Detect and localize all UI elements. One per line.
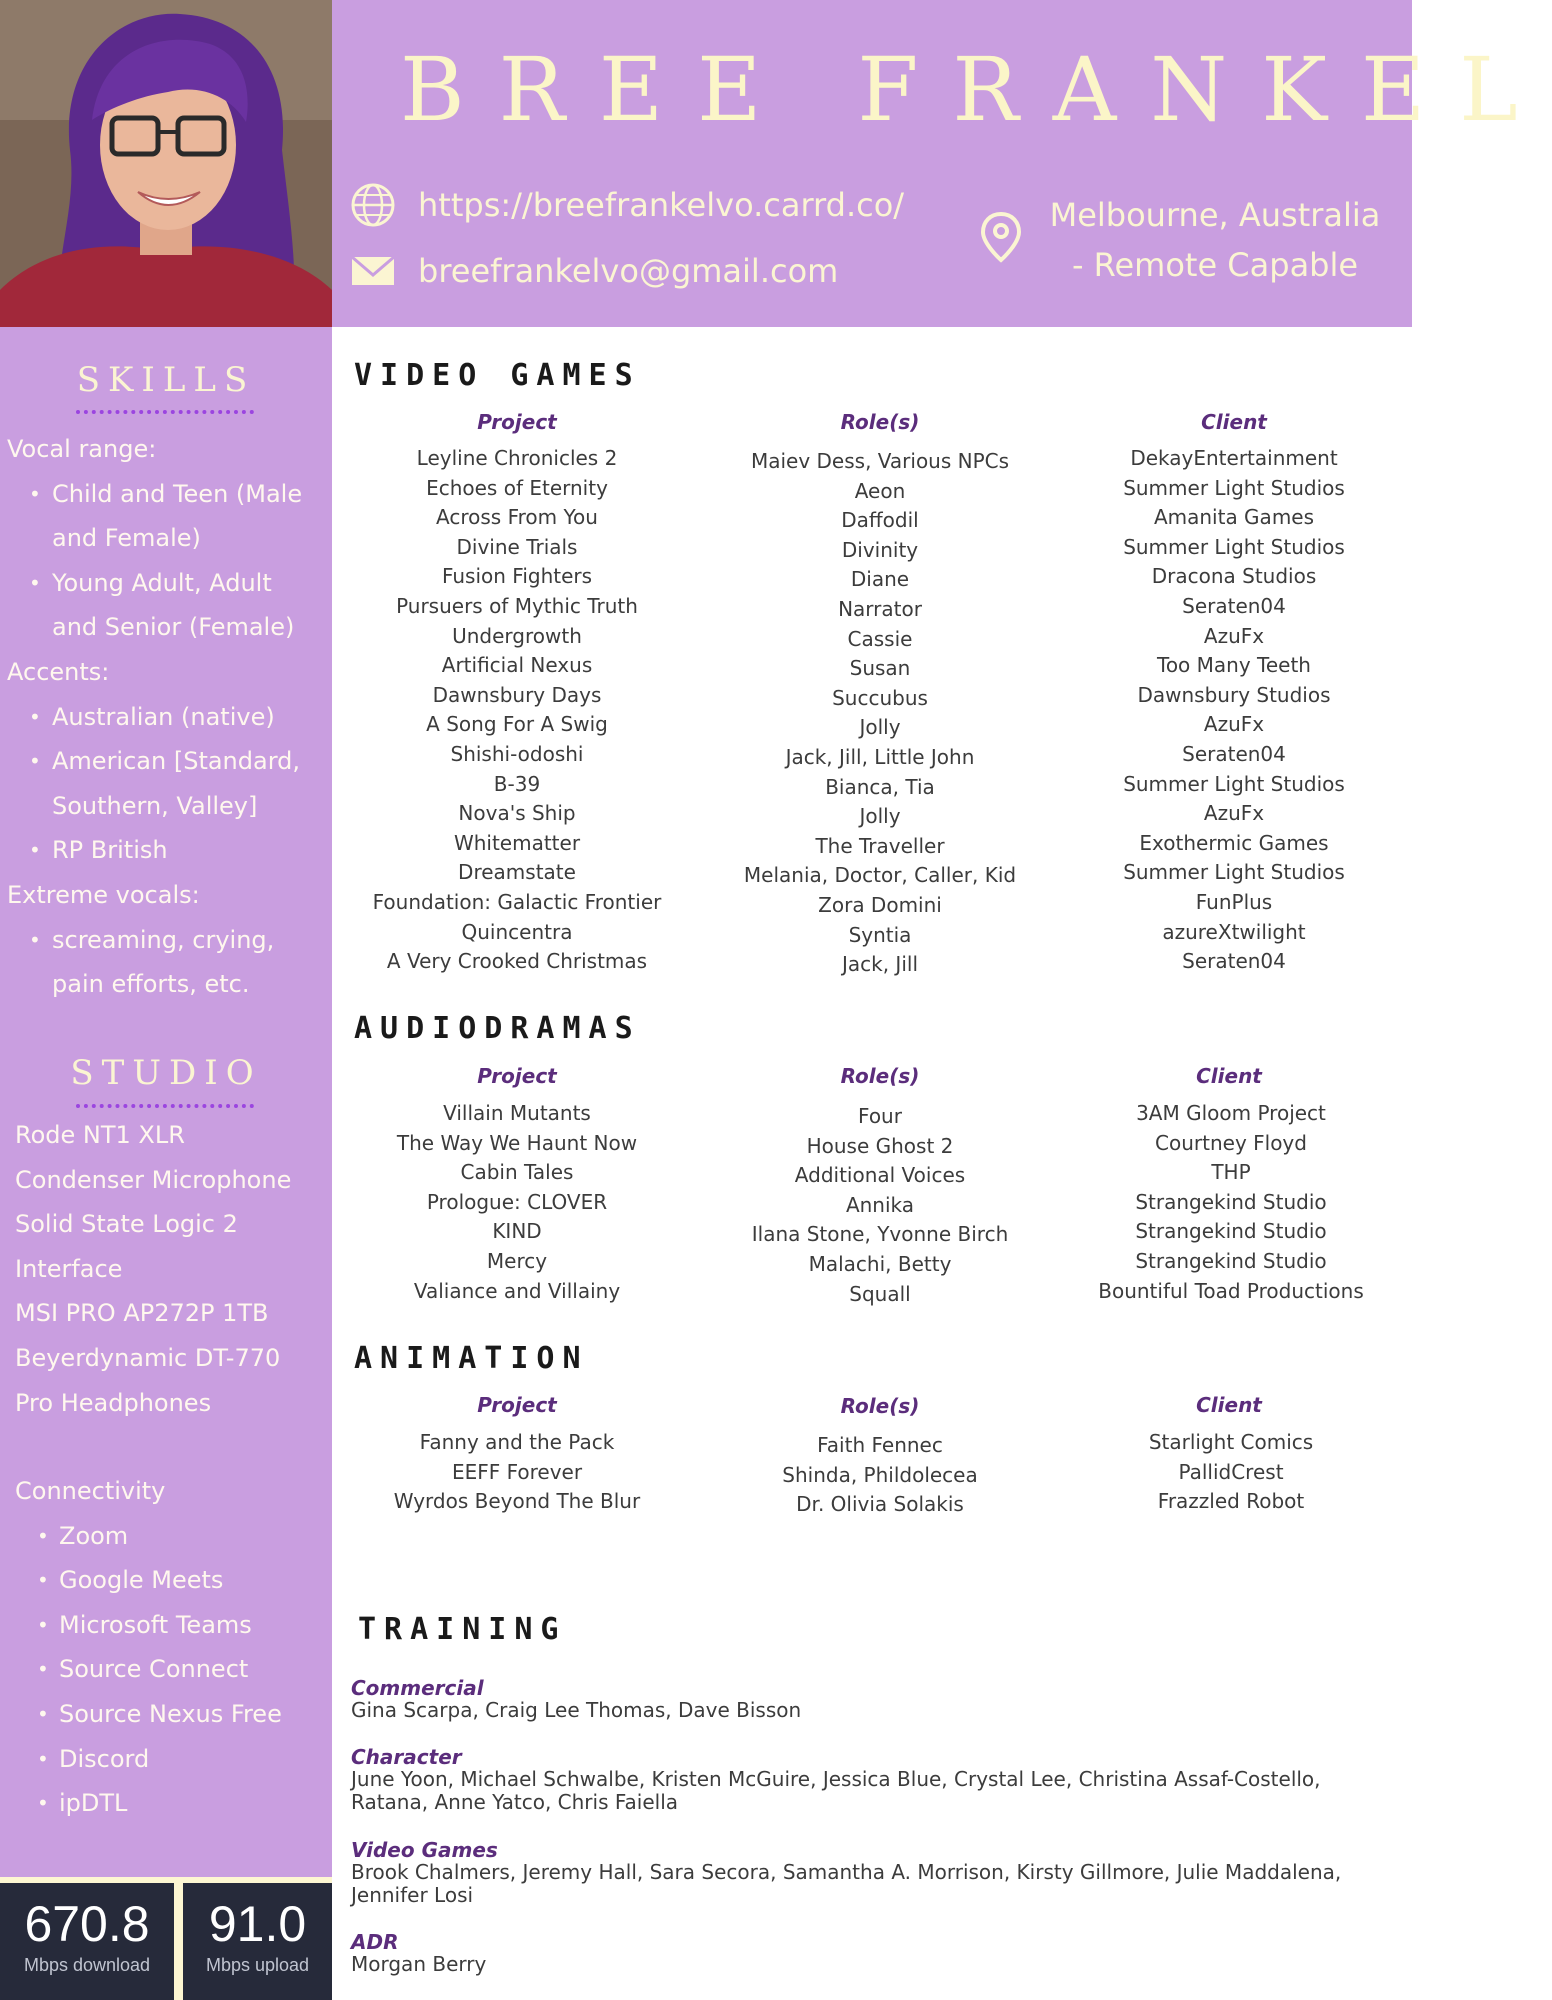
project-cell: Dawnsbury Days bbox=[432, 682, 602, 707]
project-cell: Valiance and Villainy bbox=[413, 1278, 621, 1303]
project-cell: EEFF Forever bbox=[451, 1459, 583, 1484]
role-cell: Bianca, Tia bbox=[825, 774, 935, 799]
audiodramas-project-header: Project bbox=[477, 1064, 557, 1088]
role-cell: Dr. Olivia Solakis bbox=[796, 1492, 964, 1517]
project-cell: Artificial Nexus bbox=[441, 653, 593, 678]
location-line-1: Melbourne, Australia bbox=[1049, 196, 1381, 234]
animation-roles bbox=[695, 1431, 1065, 1520]
client-cell: Amanita Games bbox=[1153, 505, 1315, 530]
video-games-project-header: Project bbox=[477, 410, 557, 434]
training-character bbox=[351, 1746, 1391, 1814]
project-cell: Leyline Chronicles 2 bbox=[416, 446, 618, 470]
video-games-projects bbox=[332, 444, 702, 977]
client-cell: Seraten04 bbox=[1182, 593, 1286, 618]
role-cell: House Ghost 2 bbox=[806, 1133, 954, 1158]
client-cell: Dawnsbury Studios bbox=[1137, 682, 1331, 707]
download-speed-label: Mbps download bbox=[23, 1955, 151, 1975]
studio-list bbox=[15, 1113, 291, 1425]
project-cell: Dreamstate bbox=[458, 860, 576, 885]
training-category-label: ADR bbox=[351, 1930, 399, 1954]
role-cell: Diane bbox=[850, 567, 910, 592]
role-cell: Malachi, Betty bbox=[808, 1251, 952, 1276]
role-cell: Jack, Jill bbox=[841, 952, 918, 977]
project-cell: Prologue: CLOVER bbox=[426, 1189, 608, 1214]
project-cell: Wyrdos Beyond The Blur bbox=[393, 1489, 641, 1514]
connectivity-item: • Source Connect bbox=[15, 1647, 282, 1692]
client-cell: Strangekind Studio bbox=[1135, 1189, 1327, 1214]
skills-heading: SKILLS bbox=[76, 360, 256, 400]
skill-item: • American [Standard, bbox=[7, 739, 302, 784]
upload-speed-box bbox=[183, 1883, 332, 2000]
client-cell: Summer Light Studios bbox=[1123, 534, 1345, 559]
role-cell: Ilana Stone, Yvonne Birch bbox=[751, 1222, 1009, 1247]
client-cell: FunPlus bbox=[1195, 889, 1273, 914]
email-row[interactable] bbox=[350, 248, 838, 294]
client-cell: Exothermic Games bbox=[1139, 830, 1329, 855]
connectivity-item: • Zoom bbox=[15, 1514, 282, 1559]
training-heading: TRAINING bbox=[358, 1612, 567, 1647]
project-cell: A Song For A Swig bbox=[426, 712, 608, 737]
training-category-label: Video Games bbox=[351, 1838, 498, 1862]
project-cell: Whitematter bbox=[453, 830, 581, 855]
audiodramas-role-header: Role(s) bbox=[840, 1064, 920, 1088]
role-cell: Narrator bbox=[838, 596, 922, 621]
client-cell: Frazzled Robot bbox=[1157, 1489, 1305, 1514]
client-cell: azureXtwilight bbox=[1162, 919, 1306, 944]
video-games-heading: VIDEO GAMES bbox=[354, 358, 641, 393]
connectivity-list bbox=[15, 1469, 282, 1826]
role-cell: Cassie bbox=[847, 626, 913, 651]
studio-item: Solid State Logic 2 bbox=[15, 1210, 238, 1239]
studio-heading: STUDIO bbox=[70, 1053, 262, 1093]
project-cell: Mercy bbox=[486, 1248, 548, 1273]
skill-item-continued: and Female) bbox=[52, 524, 201, 553]
client-cell: DekayEntertainment bbox=[1130, 446, 1338, 470]
download-speed-value: 670.8 bbox=[24, 1896, 150, 1952]
skill-item: • Young Adult, Adult bbox=[7, 561, 302, 606]
training-instructors: Brook Chalmers, Jeremy Hall, Sara Secora, Samantha A. Morrison, Kirsty Gillmore, Julie Maddalena, bbox=[351, 1860, 1342, 1884]
client-cell: AzuFx bbox=[1203, 801, 1265, 826]
globe-icon bbox=[350, 182, 396, 228]
client-cell: Courtney Floyd bbox=[1155, 1130, 1307, 1155]
client-cell: Bountiful Toad Productions bbox=[1098, 1278, 1364, 1303]
project-cell: Echoes of Eternity bbox=[426, 475, 608, 500]
animation-client-header: Client bbox=[1196, 1393, 1262, 1417]
training-category-label: Commercial bbox=[351, 1676, 484, 1700]
portrait-illustration bbox=[0, 0, 332, 327]
website-row[interactable] bbox=[350, 182, 904, 228]
studio-item: Pro Headphones bbox=[15, 1388, 212, 1417]
animation-heading: ANIMATION bbox=[354, 1341, 589, 1376]
project-cell: Across From You bbox=[436, 505, 598, 530]
training-instructors-continued: Jennifer Losi bbox=[351, 1883, 474, 1907]
client-cell: Strangekind Studio bbox=[1135, 1248, 1327, 1273]
mail-icon bbox=[350, 248, 396, 294]
studio-divider bbox=[76, 1104, 254, 1108]
video-games-role-header: Role(s) bbox=[840, 410, 920, 434]
training-adr bbox=[351, 1931, 1391, 1976]
studio-item: MSI PRO AP272P 1TB bbox=[15, 1299, 269, 1328]
project-cell: KIND bbox=[492, 1219, 542, 1244]
video-games-clients bbox=[1049, 444, 1419, 977]
role-cell: Jolly bbox=[859, 715, 901, 740]
role-cell: Additional Voices bbox=[794, 1163, 966, 1188]
client-cell: Starlight Comics bbox=[1148, 1430, 1314, 1454]
skill-item: • RP British bbox=[7, 828, 302, 873]
client-cell: Summer Light Studios bbox=[1123, 860, 1345, 885]
client-cell: Seraten04 bbox=[1182, 949, 1286, 974]
role-cell: Succubus bbox=[832, 685, 928, 710]
audiodramas-client-header: Client bbox=[1196, 1064, 1262, 1088]
animation-clients bbox=[1046, 1428, 1416, 1517]
animation-projects bbox=[332, 1428, 702, 1517]
project-cell: The Way We Haunt Now bbox=[396, 1130, 638, 1155]
project-cell: A Very Crooked Christmas bbox=[386, 949, 648, 974]
client-cell: 3AM Gloom Project bbox=[1136, 1101, 1326, 1125]
role-cell: Susan bbox=[849, 656, 911, 681]
animation-project-header: Project bbox=[477, 1393, 557, 1417]
website-link[interactable]: https://breefrankelvo.carrd.co/ bbox=[418, 186, 905, 224]
connectivity-item: • Google Meets bbox=[15, 1558, 282, 1603]
skill-item-continued: Southern, Valley] bbox=[52, 791, 258, 820]
project-cell: Fanny and the Pack bbox=[419, 1430, 615, 1454]
role-cell: Annika bbox=[845, 1192, 915, 1217]
skills-list bbox=[7, 427, 302, 1007]
client-cell: Seraten04 bbox=[1182, 741, 1286, 766]
role-cell: Faith Fennec bbox=[817, 1433, 943, 1457]
role-cell: Four bbox=[858, 1104, 902, 1128]
studio-item: Condenser Microphone bbox=[15, 1165, 292, 1194]
role-cell: Maiev Dess, Various NPCs bbox=[750, 449, 1010, 473]
connectivity-item: • Discord bbox=[15, 1737, 282, 1782]
video-games-roles bbox=[695, 447, 1065, 980]
accents-label: Accents: bbox=[7, 657, 110, 686]
role-cell: Jolly bbox=[859, 804, 901, 829]
audiodramas-roles bbox=[695, 1102, 1065, 1309]
role-cell: Daffodil bbox=[841, 508, 919, 533]
role-cell: Divinity bbox=[841, 537, 919, 562]
client-cell: Strangekind Studio bbox=[1135, 1219, 1327, 1244]
page-title-name: BREE FRANKEL bbox=[400, 38, 1552, 141]
email-link[interactable]: breefrankelvo@gmail.com bbox=[418, 252, 839, 290]
animation-role-header: Role(s) bbox=[840, 1394, 920, 1418]
location-text bbox=[1040, 190, 1390, 290]
upload-speed-value: 91.0 bbox=[208, 1896, 307, 1952]
client-cell: Too Many Teeth bbox=[1157, 653, 1311, 678]
role-cell: Aeon bbox=[854, 478, 906, 503]
client-cell: THP bbox=[1211, 1160, 1251, 1185]
client-cell: Dracona Studios bbox=[1151, 564, 1317, 589]
connectivity-item: • Microsoft Teams bbox=[15, 1603, 282, 1648]
client-cell: AzuFx bbox=[1203, 712, 1265, 737]
role-cell: The Traveller bbox=[815, 833, 945, 858]
connectivity-item: • ipDTL bbox=[15, 1781, 282, 1826]
project-cell: Cabin Tales bbox=[460, 1160, 574, 1185]
project-cell: Undergrowth bbox=[452, 623, 582, 648]
client-cell: Summer Light Studios bbox=[1123, 475, 1345, 500]
header-banner bbox=[0, 0, 1552, 327]
role-cell: Syntia bbox=[848, 922, 912, 947]
extreme-vocals-label: Extreme vocals: bbox=[7, 880, 200, 909]
client-cell: Summer Light Studios bbox=[1123, 771, 1345, 796]
studio-item: Interface bbox=[15, 1254, 123, 1283]
training-instructors: June Yoon, Michael Schwalbe, Kristen McGuire, Jessica Blue, Crystal Lee, Christina Assaf-Costello, bbox=[351, 1767, 1321, 1791]
audiodramas-clients bbox=[1046, 1099, 1416, 1306]
training-category-label: Character bbox=[351, 1745, 462, 1769]
role-cell: Melania, Doctor, Caller, Kid bbox=[743, 863, 1017, 888]
role-cell: Jack, Jill, Little John bbox=[785, 744, 975, 769]
connectivity-label: Connectivity bbox=[15, 1477, 166, 1505]
skill-item: • screaming, crying, bbox=[7, 918, 302, 963]
audiodramas-heading: AUDIODRAMAS bbox=[354, 1011, 641, 1046]
role-cell: Zora Domini bbox=[818, 892, 942, 917]
training-instructors-continued: Ratana, Anne Yatco, Chris Faiella bbox=[351, 1790, 679, 1814]
download-speed-box bbox=[0, 1883, 174, 2000]
project-cell: Foundation: Galactic Frontier bbox=[372, 889, 662, 914]
project-cell: Divine Trials bbox=[456, 534, 578, 559]
location-line-2: - Remote Capable bbox=[1071, 246, 1359, 284]
role-cell: Shinda, Phildolecea bbox=[782, 1462, 978, 1487]
client-cell: PallidCrest bbox=[1178, 1459, 1284, 1484]
skills-divider bbox=[76, 410, 254, 414]
client-cell: AzuFx bbox=[1203, 623, 1265, 648]
location-pin-icon bbox=[976, 210, 1026, 266]
project-cell: Shishi-odoshi bbox=[450, 741, 584, 766]
studio-item: Rode NT1 XLR bbox=[15, 1121, 185, 1149]
training-video-games bbox=[351, 1839, 1391, 1907]
video-games-client-header: Client bbox=[1201, 410, 1267, 434]
studio-item: Beyerdynamic DT-770 bbox=[15, 1343, 281, 1372]
project-cell: Nova's Ship bbox=[458, 801, 576, 826]
project-cell: Villain Mutants bbox=[443, 1101, 591, 1125]
role-cell: Squall bbox=[849, 1281, 911, 1306]
skill-item: • Australian (native) bbox=[7, 695, 302, 740]
project-cell: Fusion Fighters bbox=[441, 564, 593, 589]
training-commercial bbox=[351, 1677, 1391, 1722]
training-instructors: Morgan Berry bbox=[351, 1952, 487, 1976]
vocal-range-label: Vocal range: bbox=[7, 435, 157, 463]
project-cell: B-39 bbox=[493, 771, 541, 796]
upload-speed-label: Mbps upload bbox=[205, 1955, 310, 1975]
skill-item-continued: and Senior (Female) bbox=[52, 613, 295, 642]
audiodramas-projects bbox=[332, 1099, 702, 1306]
project-cell: Pursuers of Mythic Truth bbox=[396, 593, 638, 618]
project-cell: Quincentra bbox=[461, 919, 573, 944]
connectivity-item: • Source Nexus Free bbox=[15, 1692, 282, 1737]
training-instructors: Gina Scarpa, Craig Lee Thomas, Dave Bisson bbox=[351, 1698, 802, 1722]
skill-item: • Child and Teen (Male bbox=[7, 472, 302, 517]
skill-item-continued: pain efforts, etc. bbox=[52, 970, 250, 999]
profile-photo bbox=[0, 0, 332, 327]
